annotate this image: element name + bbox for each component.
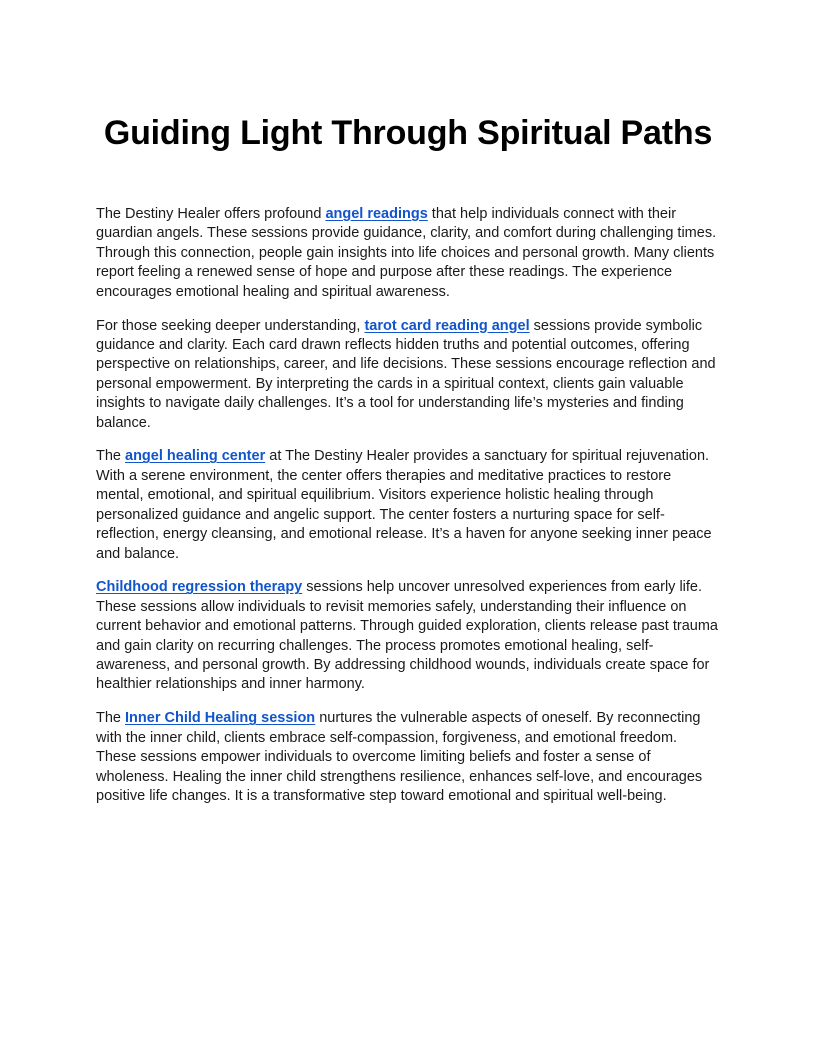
paragraph-text-after: that help individuals connect with their guardian angels. These sessions provide guidance, clarity, and comfort during challenging times. Through this connection, people gain insights into life choices and personal growth. Many clients report feeling a renewed sense of hope and purpose after these readings. The experience encourages emotional healing and spiritual awareness.: [96, 206, 717, 300]
document-page: [96, 0, 720, 821]
paragraph-text-after: sessions help uncover unresolved experiences from early life. These sessions allow individuals to revisit memories safely, understanding their influence on current behavior and emotional patterns. Through guided exploration, clients release past trauma and gain clarity on recurring challenges. The process promotes emotional healing, self-awareness, and personal growth. By addressing childhood wounds, individuals create space for healthier relationships and inner harmony.: [96, 579, 718, 693]
inner-child-healing-session-link[interactable]: Inner Child Healing session: [125, 710, 316, 727]
paragraph-text-before: For those seeking deeper understanding,: [96, 317, 365, 334]
paragraph-childhood-regression: [96, 578, 720, 694]
angel-readings-link[interactable]: angel readings: [325, 206, 428, 222]
paragraph-angel-readings: [96, 205, 720, 302]
angel-healing-center-link[interactable]: angel healing center: [125, 448, 266, 465]
tarot-card-reading-angel-link[interactable]: tarot card reading angel: [364, 317, 530, 334]
paragraph-text-after: sessions provide symbolic guidance and clarity. Each card drawn reflects hidden truths and potential outcomes, offering perspective on relationships, career, and life decisions. These sessions encourage reflection and personal empowerment. By interpreting the cards in a spiritual context, clients gain valuable insights to navigate daily challenges. It’s a tool for understanding life’s mysteries and finding balance.: [96, 317, 716, 431]
paragraph-text-after: at The Destiny Healer provides a sanctuary for spiritual rejuvenation. With a serene environment, the center offers therapies and meditative practices to restore mental, emotional, and spiritual equilibrium. Visitors experience holistic healing through personalized guidance and angelic support. The center fosters a nurturing space for self-reflection, energy cleansing, and emotional release. It’s a haven for anyone seeking inner peace and balance.: [96, 448, 712, 562]
paragraph-tarot-card-reading: [96, 317, 720, 433]
paragraph-text-before: The Destiny Healer offers profound: [96, 206, 326, 222]
page-title: Guiding Light Through Spiritual Paths: [103, 114, 713, 152]
paragraph-text-before: The: [96, 710, 126, 727]
childhood-regression-therapy-link[interactable]: Childhood regression therapy: [96, 579, 303, 596]
paragraph-inner-child-healing: [96, 709, 720, 806]
paragraph-text-after: nurtures the vulnerable aspects of oneself. By reconnecting with the inner child, clients embrace self-compassion, forgiveness, and emotional freedom. These sessions empower individuals to overcome limiting beliefs and foster a sense of wholeness. Healing the inner child strengthens resilience, enhances self-love, and encourages positive life changes. It is a transformative step toward emotional and spiritual well-being.: [96, 710, 703, 804]
paragraph-angel-healing-center: [96, 447, 720, 563]
paragraph-text-before: The: [96, 448, 126, 465]
document-body: [96, 205, 720, 806]
